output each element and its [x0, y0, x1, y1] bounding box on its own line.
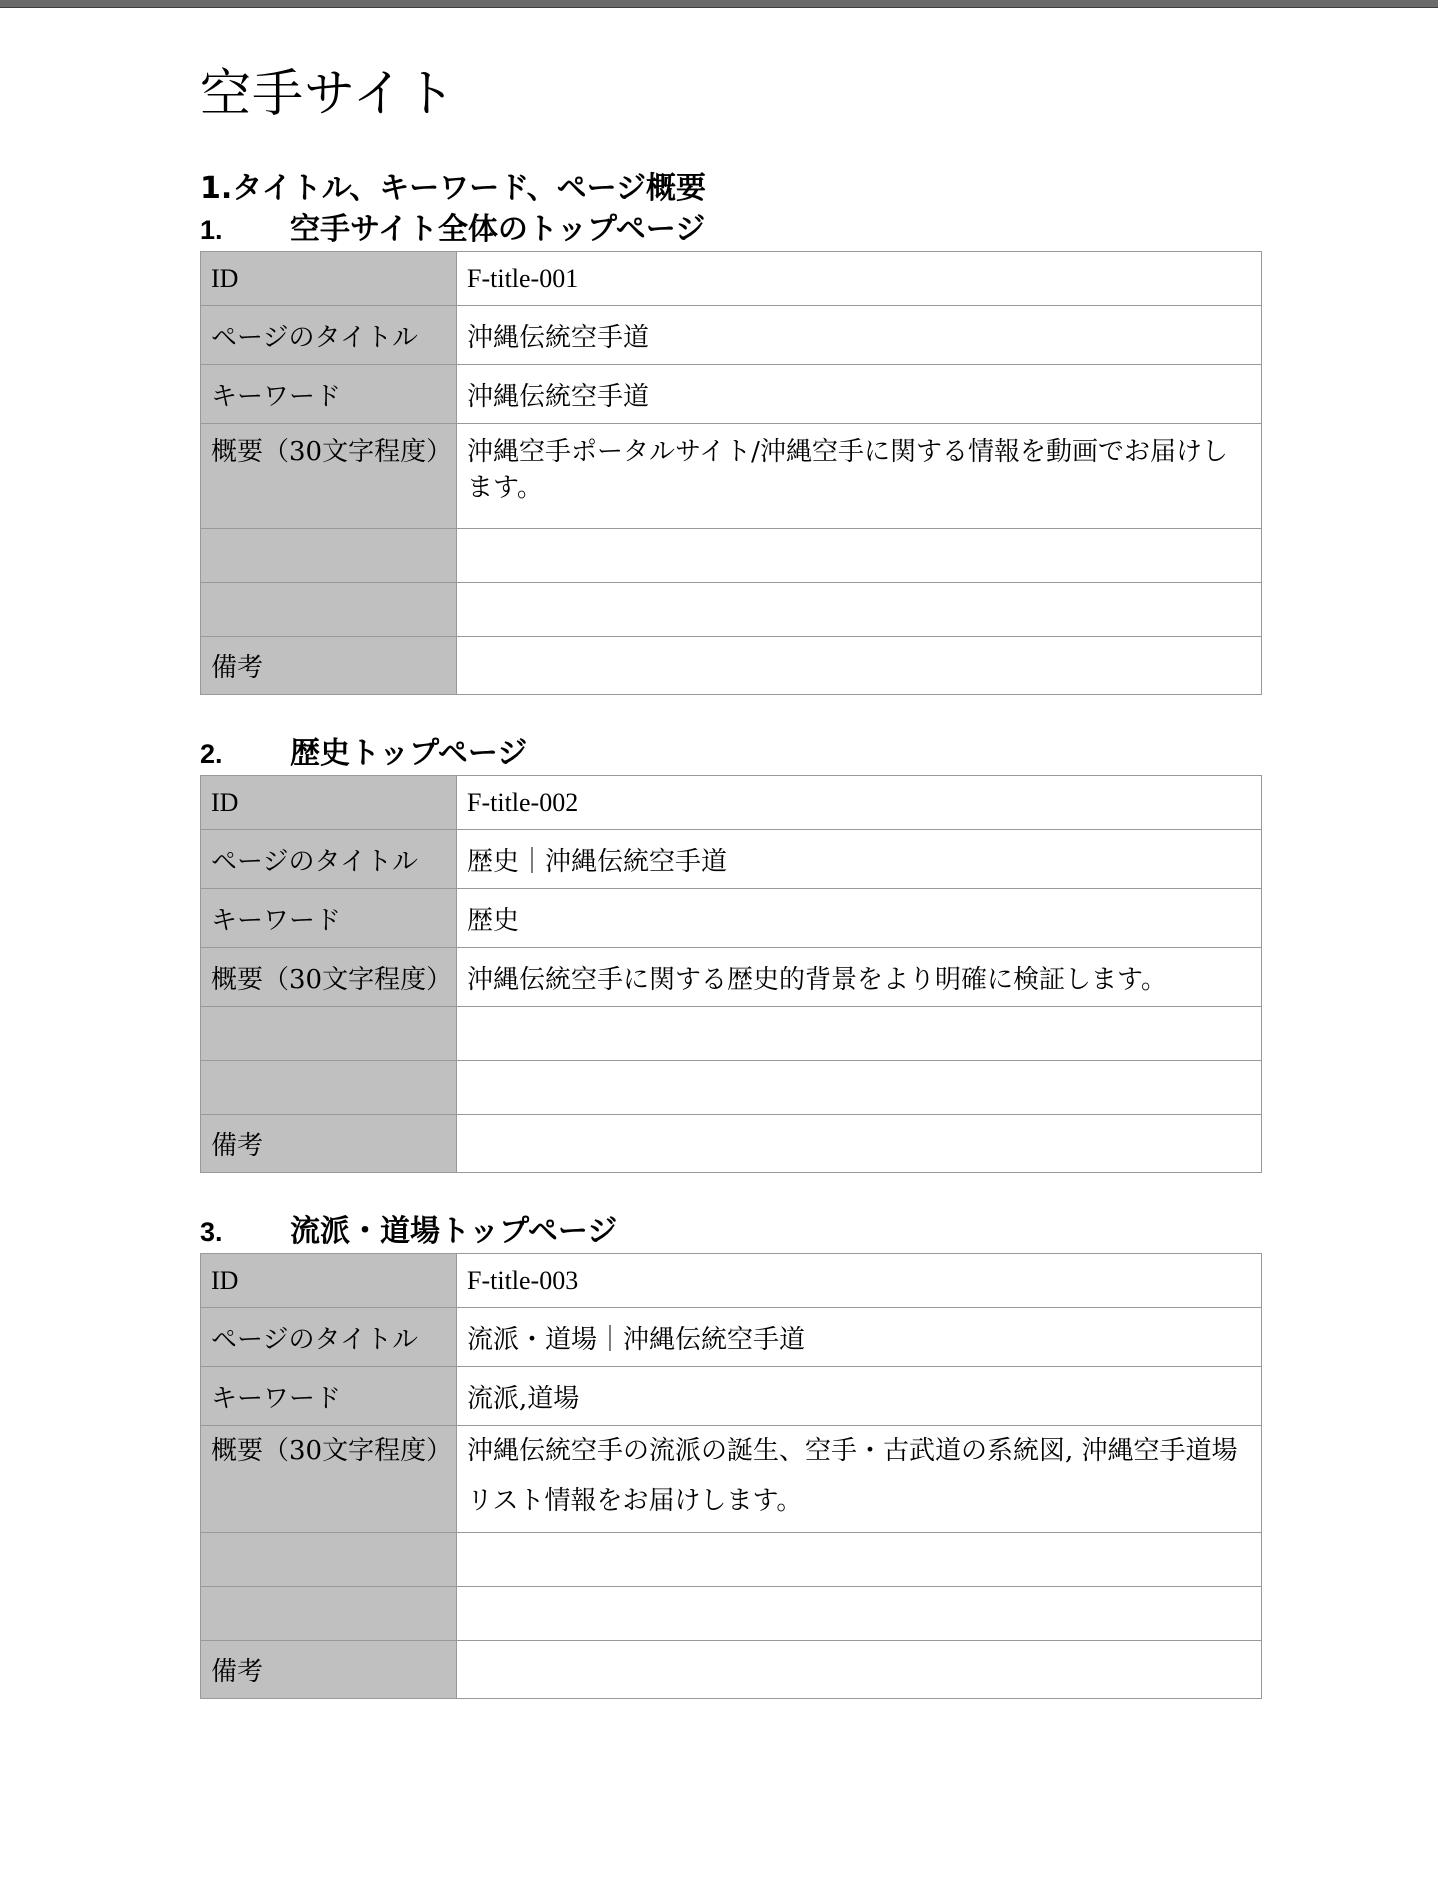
value-empty[interactable]	[457, 1061, 1262, 1115]
value-summary[interactable]: 沖縄空手ポータルサイト/沖縄空手に関する情報を動画でお届けします。	[457, 424, 1262, 529]
label-empty	[201, 583, 457, 637]
value-summary[interactable]: 沖縄伝統空手の流派の誕生、空手・古武道の系統図, 沖縄空手道場リスト情報をお届けします。	[457, 1426, 1262, 1533]
label-summary: 概要（30文字程度）	[201, 1426, 457, 1533]
table-row-page-title	[201, 830, 1262, 889]
item-heading-2	[200, 733, 1262, 775]
table-row-id	[201, 776, 1262, 830]
table-row-page-title	[201, 1308, 1262, 1367]
table-row-notes	[201, 1641, 1262, 1699]
table-row-notes	[201, 1115, 1262, 1173]
label-notes: 備考	[201, 1115, 457, 1173]
label-empty	[201, 1533, 457, 1587]
label-empty	[201, 529, 457, 583]
value-id[interactable]: F-title-003	[457, 1254, 1262, 1308]
label-page-title: ページのタイトル	[201, 306, 457, 365]
document-page	[200, 8, 1262, 1699]
item-heading-text: 空手サイト全体のトップページ	[290, 212, 706, 247]
value-summary[interactable]: 沖縄伝統空手に関する歴史的背景をより明確に検証します。	[457, 948, 1262, 1007]
label-id: ID	[201, 776, 457, 830]
table-row-summary	[201, 948, 1262, 1007]
label-keywords: キーワード	[201, 889, 457, 948]
value-notes[interactable]	[457, 637, 1262, 695]
table-row-empty	[201, 529, 1262, 583]
table-row-empty	[201, 1533, 1262, 1587]
label-keywords: キーワード	[201, 365, 457, 424]
value-notes[interactable]	[457, 1641, 1262, 1699]
value-id[interactable]: F-title-001	[457, 252, 1262, 306]
label-notes: 備考	[201, 637, 457, 695]
label-empty	[201, 1587, 457, 1641]
table-row-summary	[201, 424, 1262, 529]
label-empty	[201, 1007, 457, 1061]
value-empty[interactable]	[457, 1007, 1262, 1061]
label-page-title: ページのタイトル	[201, 1308, 457, 1367]
value-empty[interactable]	[457, 1587, 1262, 1641]
document-title: 空手サイト	[200, 65, 457, 124]
window-top-border	[0, 0, 1438, 8]
table-row-summary	[201, 1426, 1262, 1533]
table-row-keywords	[201, 1367, 1262, 1426]
item-heading-text: 歴史トップページ	[290, 736, 528, 771]
item-heading-text: 流派・道場トップページ	[290, 1214, 618, 1249]
table-row-id	[201, 252, 1262, 306]
value-notes[interactable]	[457, 1115, 1262, 1173]
label-summary: 概要（30文字程度）	[201, 948, 457, 1007]
item-heading-1	[200, 209, 1262, 251]
table-row-notes	[201, 637, 1262, 695]
value-keywords[interactable]: 沖縄伝統空手道	[457, 365, 1262, 424]
value-empty[interactable]	[457, 1533, 1262, 1587]
table-row-keywords	[201, 365, 1262, 424]
item-number: 2.	[200, 739, 223, 769]
spec-table-1	[200, 251, 1262, 695]
spec-table-3	[200, 1253, 1262, 1699]
spec-table-2	[200, 775, 1262, 1173]
value-id[interactable]: F-title-002	[457, 776, 1262, 830]
item-number: 1.	[200, 215, 223, 245]
label-keywords: キーワード	[201, 1367, 457, 1426]
value-keywords[interactable]: 流派,道場	[457, 1367, 1262, 1426]
label-page-title: ページのタイトル	[201, 830, 457, 889]
table-row-empty	[201, 1007, 1262, 1061]
value-empty[interactable]	[457, 583, 1262, 637]
section-heading: 1.タイトル、キーワード、ページ概要	[200, 171, 706, 206]
item-number: 3.	[200, 1217, 223, 1247]
value-page-title[interactable]: 沖縄伝統空手道	[457, 306, 1262, 365]
table-row-empty	[201, 583, 1262, 637]
label-id: ID	[201, 252, 457, 306]
table-row-empty	[201, 1587, 1262, 1641]
table-row-page-title	[201, 306, 1262, 365]
value-page-title[interactable]: 流派・道場｜沖縄伝統空手道	[457, 1308, 1262, 1367]
label-id: ID	[201, 1254, 457, 1308]
label-notes: 備考	[201, 1641, 457, 1699]
value-page-title[interactable]: 歴史｜沖縄伝統空手道	[457, 830, 1262, 889]
value-keywords[interactable]: 歴史	[457, 889, 1262, 948]
table-row-keywords	[201, 889, 1262, 948]
label-empty	[201, 1061, 457, 1115]
table-row-empty	[201, 1061, 1262, 1115]
value-empty[interactable]	[457, 529, 1262, 583]
table-row-id	[201, 1254, 1262, 1308]
item-heading-3	[200, 1211, 1262, 1253]
label-summary: 概要（30文字程度）	[201, 424, 457, 529]
